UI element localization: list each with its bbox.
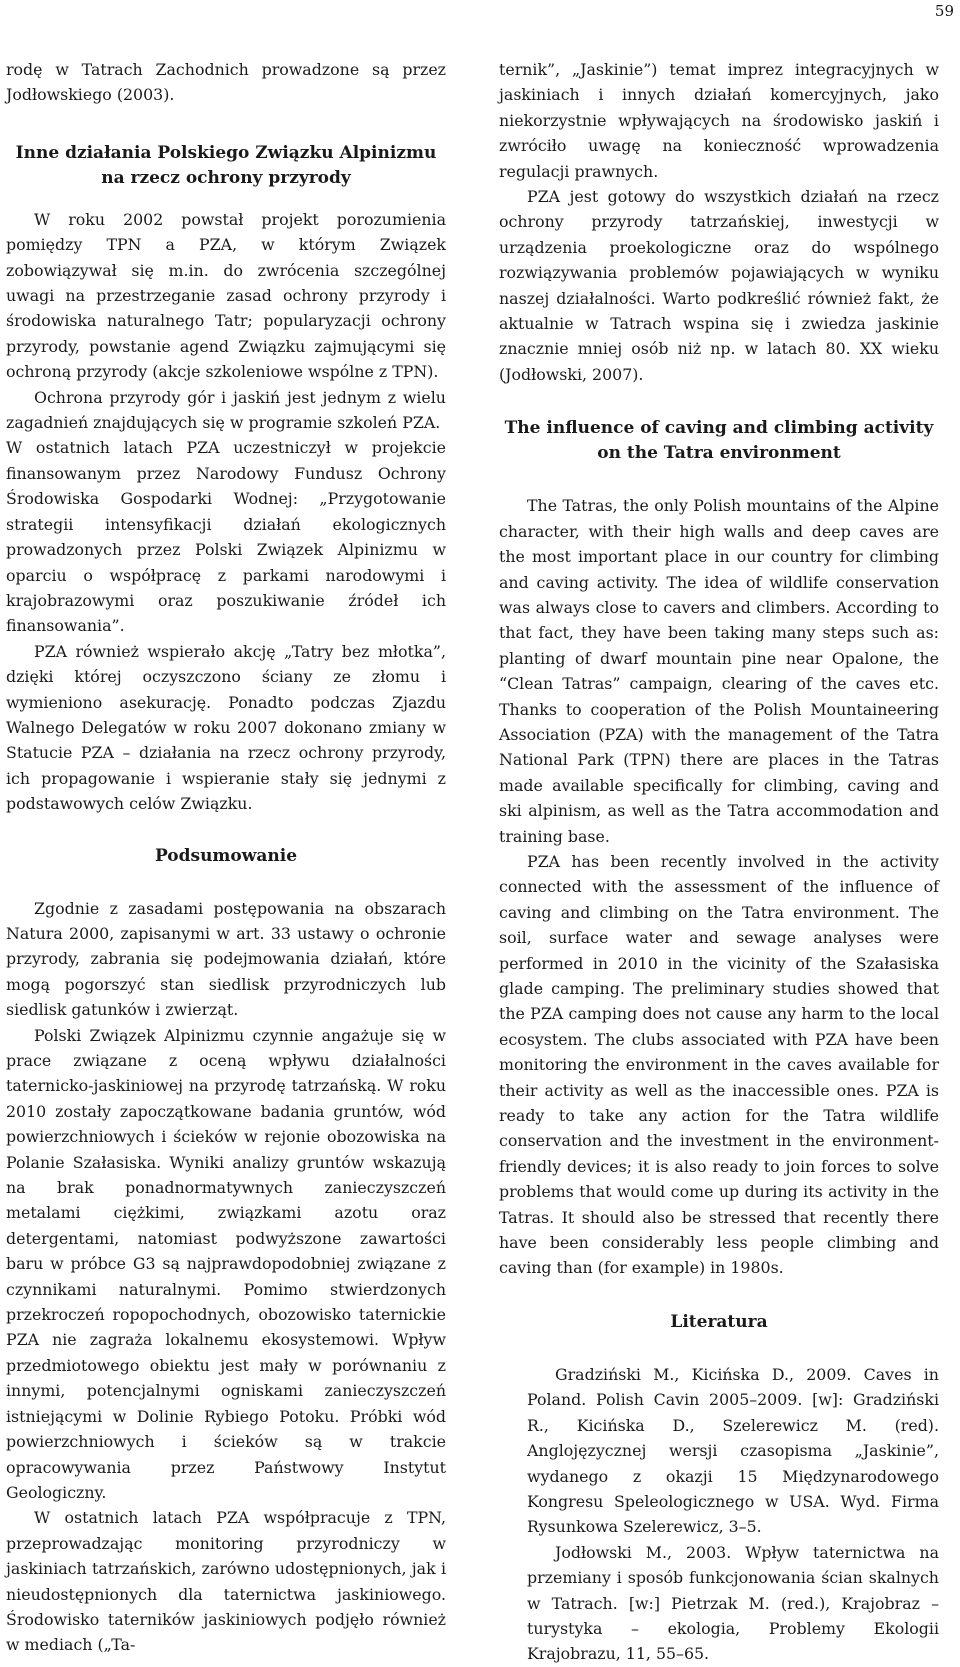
page-number: 59: [934, 2, 954, 20]
section-heading-english-summary: The influence of caving and climbing activity on the Tatra environment: [504, 418, 934, 464]
paragraph: W ostatnich latach PZA współpracuje z TPN, przeprowadzając monitoring przyrodniczy w jaskiniach tatrzańskich, zarówno udostępnionych, jak i nieudostępnionych dla taternictwa jaskiniowego. Środowisko taterników jaskiniowych podjęło również w mediach („Ta-: [6, 1508, 446, 1655]
reference-item: Gradziński M., Kicińska D., 2009. Caves in Poland. Polish Cavin 2005–2009. [w]: Gradziński R., Kicińska D., Szelerewicz M. (red). Anglojęzycznej wersji czasopisma „Jaskinie”, wydanego z okazji 15 Międzynarodowego Kongresu Speleologicznego w USA. Wyd. Firma Rysunkowa Szelerewicz, 3–5.: [527, 1364, 939, 1537]
paragraph: The Tatras, the only Polish mountains of the Alpine character, with their high walls and deep caves are the most important place in our country for climbing and caving activity. The idea of wildlife conservation was always close to cavers and climbers. According to that fact, they have been taking many steps such as: planting of dwarf mountain pine near Opalone, the “Clean Tatras” campaign, clearing of the caves etc. Thanks to cooperation of the Polish Mountaineering Association (PZA) with the management of the Tatra National Park (TPN) there are places in the Tatras made available specifically for climbing, caving and ski alpinism, as well as the Tatra accommodation and training base.: [499, 496, 939, 846]
reference-item: Jodłowski M., 2003. Wpływ taternictwa na przemiany i sposób funkcjonowania ścian skalnych w Tatrach. [w:] Pietrzak M. (red.), Krajobraz – turystyka – ekologia, Problemy Ekologii Krajobrazu, 11, 55–65.: [527, 1542, 939, 1664]
paragraph: Zgodnie z zasadami postępowania na obszarach Natura 2000, zapisanymi w art. 33 ustawy o ochronie przyrody, zabrania się podejmowania działań, które mogą pogorszyć stan siedlisk przyrodniczych lub siedlisk gatunków i zwierząt.: [6, 898, 446, 1020]
paragraph: Polski Związek Alpinizmu czynnie angażuje się w prace związane z oceną wpływu działalności taternicko-jaskiniowej na przyrodę tatrzańską. W roku 2010 zostały zapoczątkowane badania gruntów, wód powierzchniowych i ścieków w rejonie obozowiska na Polanie Szałasiska. Wyniki analizy gruntów wskazują na brak ponadnormatywnych zanieczyszczeń metalami ciężkimi, związkami azotu oraz detergentami, natomiast podwyższone zawartości baru w próbce G3 są najprawdopodobniej związane z czynnikami naturalnymi. Pomimo stwierdzonych przekroczeń ropopochodnych, obozowisko taternickie PZA nie zagraża lokalnemu ekosystemowi. Wpływ przedmiotowego obiektu jest mały w porównaniu z innymi, potencjalnymi ogniskami zanieczyszczeń istniejącymi w Dolinie Rybiego Potoku. Próbki wód powierzchniowych i ścieków są w trakcie opracowywania przez Państwowy Instytut Geologiczny.: [6, 1025, 446, 1502]
paragraph: W roku 2002 powstał projekt porozumienia pomiędzy TPN a PZA, w którym Związek zobowiązywał się m.in. do zwrócenia szczególnej uwagi na przestrzeganie zasad ochrony przyrody i środowiska naturalnego Tatr; popularyzacji ochrony przyrody, powstanie agend Związku zajmującymi się ochroną przyrody (akcje szkoleniowe wspólne z TPN).: [6, 209, 446, 382]
section-heading-summary: Podsumowanie: [154, 845, 298, 866]
right-column: [499, 57, 939, 1667]
section-heading-references: Literatura: [670, 1311, 768, 1332]
paragraph-continuation: ternik”, „Jaskinie”) temat imprez integracyjnych w jaskiniach i innych działań komercyjnych, jako niekorzystnie wpływających na środowisko jaskiń i zwróciło uwagę na konieczność wprowadzenia regulacji prawnych.: [499, 60, 939, 181]
paragraph: PZA również wspierało akcję „Tatry bez młotka”, dzięki której oczyszczono ściany ze złomu i wymieniono asekurację. Ponadto podczas Zjazdu Walnego Delegatów w roku 2007 dokonano zmiany w Statucie PZA – działania na rzecz ochrony przyrody, ich propagowanie i wspieranie stały się jednymi z podstawowych celów Związku.: [6, 641, 446, 814]
section-heading-other-activities: Inne działania Polskiego Związku Alpinizmu na rzecz ochrony przyrody: [15, 142, 437, 188]
left-column: [6, 57, 446, 1658]
paragraph: Ochrona przyrody gór i jaskiń jest jednym z wielu zagadnień znajdujących się w programie szkoleń PZA.: [6, 387, 446, 433]
paragraph: W ostatnich latach PZA uczestniczył w projekcie finansowanym przez Narodowy Fundusz Ochrony Środowiska Gospodarki Wodnej: „Przygotowanie strategii intensyfikacji działań ekologicznych prowadzonych przez Polski Związek Alpinizmu w oparciu o współpracę z parkami narodowymi i krajobrazowymi oraz poszukiwanie źródeł ich finansowania”.: [6, 438, 446, 636]
paragraph: PZA jest gotowy do wszystkich działań na rzecz ochrony przyrody tatrzańskiej, inwestycji w urządzenia proekologiczne oraz do wspólnego rozwiązywania problemów pojawiających w wyniku naszej działalności. Warto podkreślić również fakt, że aktualnie w Tatrach wspina się i zwiedza jaskinie znacznie mniej osób niż np. w latach 80. XX wieku (Jodłowski, 2007).: [499, 187, 939, 384]
paragraph: PZA has been recently involved in the activity connected with the assessment of the influence of caving and climbing on the Tatra environment. The soil, surface water and sewage analyses were performed in 2010 in the vicinity of the Szałasiska glade camping. The preliminary studies showed that the PZA camping does not cause any harm to the local ecosystem. The clubs associated with PZA have been monitoring the environment in the caves available for their activity as well as the inaccessible ones. PZA is ready to take any action for the Tatra wildlife conservation and the investment in the environment-friendly devices; it is also ready to join forces to solve problems that would come up during its activity in the Tatras. It should also be stressed that recently there have been considerably less people climbing and caving than (for example) in 1980s.: [499, 851, 939, 1278]
paragraph-continuation: rodę w Tatrach Zachodnich prowadzone są przez Jodłowskiego (2003).: [6, 60, 446, 105]
